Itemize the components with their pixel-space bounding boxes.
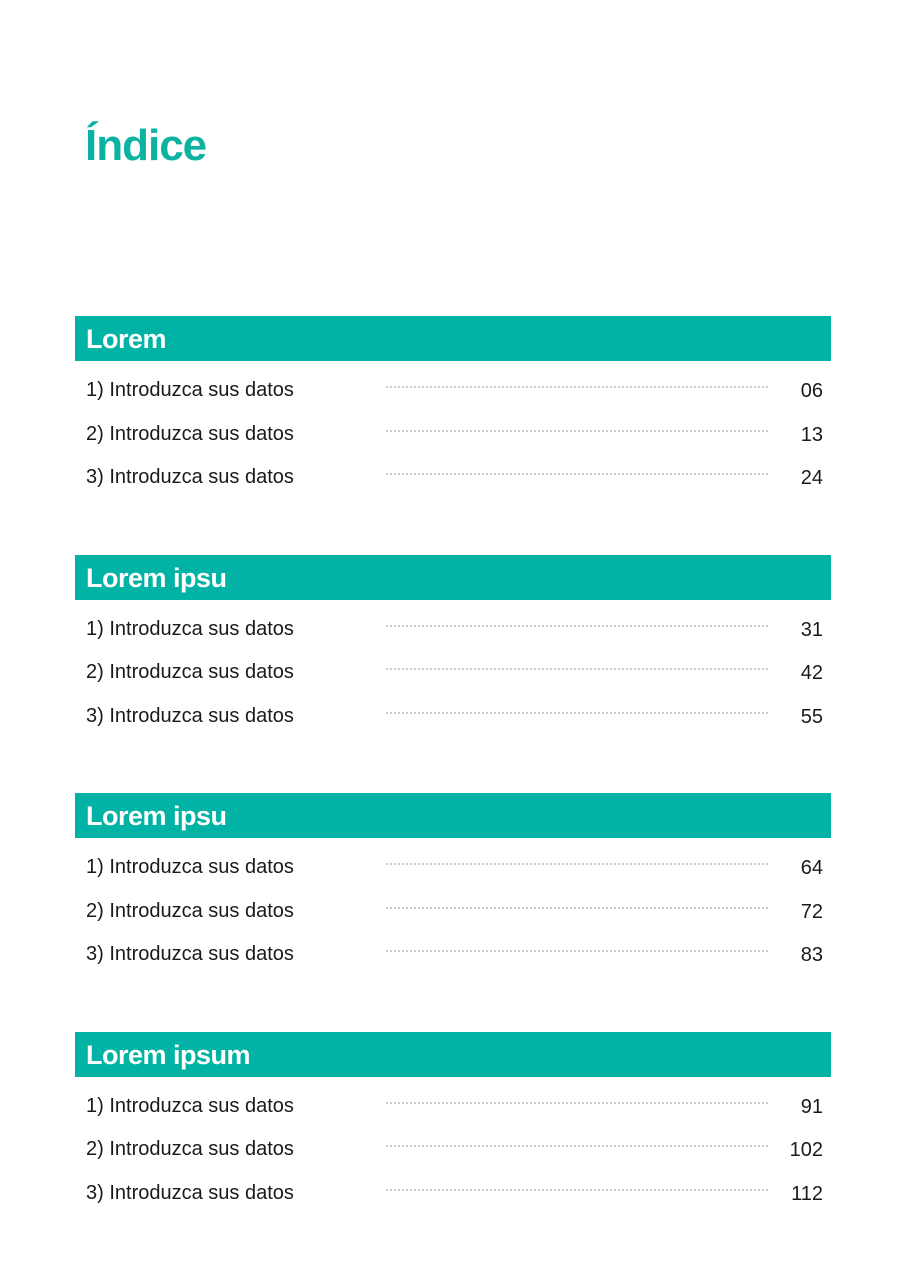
dot-leader [386,907,768,909]
toc-section [75,316,831,503]
entry-label: 2) Introduzca sus datos [86,661,294,683]
table-of-contents [75,316,831,1270]
entry-label: 3) Introduzca sus datos [86,1181,294,1204]
entry-page-number: 55 [800,705,823,728]
toc-entry[interactable] [75,654,831,698]
entry-page-number: 31 [800,618,823,641]
section-entries [75,1077,831,1219]
dot-leader [386,1145,768,1147]
entry-page-number: 24 [800,467,823,489]
section-entries [75,361,831,503]
dot-leader [386,386,768,388]
entry-page-number: 42 [800,662,823,684]
section-heading: Lorem [75,316,831,361]
entry-label: 1) Introduzca sus datos [86,379,294,401]
entry-label: 3) Introduzca sus datos [86,704,294,727]
toc-entry[interactable] [75,611,831,655]
entry-label: 2) Introduzca sus datos [86,899,294,922]
entry-label: 2) Introduzca sus datos [86,1138,294,1160]
toc-section [75,1032,831,1219]
dot-leader [386,430,768,432]
entry-label: 2) Introduzca sus datos [86,422,294,445]
toc-section [75,793,831,980]
entry-page-number: 13 [800,423,823,446]
section-heading: Lorem ipsu [75,555,831,600]
entry-page-number: 91 [800,1095,823,1118]
entry-label: 3) Introduzca sus datos [86,466,294,488]
dot-leader [386,1189,768,1191]
toc-entry[interactable] [75,372,831,416]
dot-leader [386,863,768,865]
entry-page-number: 102 [789,1139,823,1161]
section-heading: Lorem ipsu [75,793,831,838]
entry-page-number: 72 [800,900,823,923]
entry-page-number: 64 [800,857,823,879]
dot-leader [386,950,768,952]
toc-entry[interactable] [75,416,831,460]
toc-entry[interactable] [75,936,831,980]
toc-entry[interactable] [75,849,831,893]
entry-label: 1) Introduzca sus datos [86,1094,294,1117]
dot-leader [386,668,768,670]
section-heading: Lorem ipsum [75,1032,831,1077]
entry-label: 1) Introduzca sus datos [86,856,294,878]
toc-entry[interactable] [75,1131,831,1175]
dot-leader [386,473,768,475]
section-entries [75,838,831,980]
entry-label: 1) Introduzca sus datos [86,617,294,640]
dot-leader [386,1102,768,1104]
toc-entry[interactable] [75,1088,831,1132]
section-entries [75,600,831,742]
toc-entry[interactable] [75,893,831,937]
entry-page-number: 83 [800,944,823,966]
toc-section [75,555,831,742]
toc-entry[interactable] [75,698,831,742]
toc-entry[interactable] [75,459,831,503]
page-title: Índice [85,121,207,170]
entry-label: 3) Introduzca sus datos [86,943,294,965]
entry-page-number: 06 [800,380,823,402]
toc-entry[interactable] [75,1175,831,1219]
dot-leader [386,712,768,714]
dot-leader [386,625,768,627]
entry-page-number: 112 [791,1182,823,1205]
